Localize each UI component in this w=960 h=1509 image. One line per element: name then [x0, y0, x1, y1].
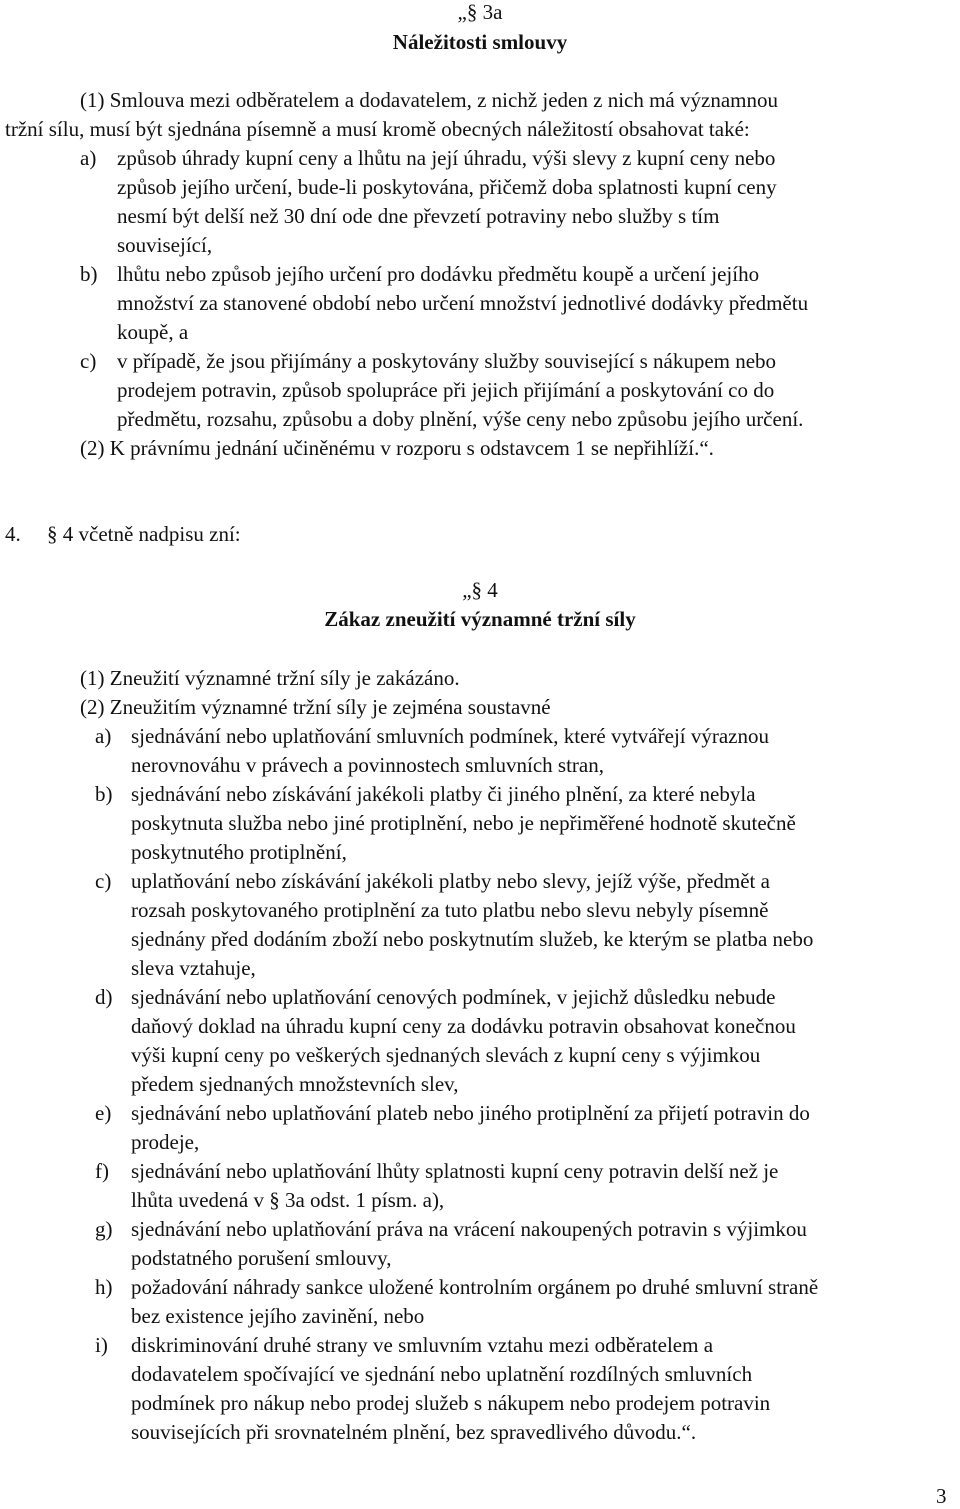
list-item-line: sjednávání nebo uplatňování práva na vrácení nakoupených potravin s výjimkou [131, 1217, 807, 1241]
list-item-line: podstatného porušení smlouvy, [131, 1246, 392, 1270]
list-item-line: poskytnuta služba nebo jiné protiplnění, nebo je nepřiměřené hodnotě skutečně [131, 811, 796, 835]
list-item-line: způsob jejího určení, bude-li poskytována, přičemž doba splatnosti kupní ceny [117, 175, 777, 199]
list-item-line: diskriminování druhé strany ve smluvním vztahu mezi odběratelem a [131, 1333, 714, 1357]
list-item-line: uplatňování nebo získávání jakékoli platby nebo slevy, jejíž výše, předmět a [131, 869, 770, 893]
list-item-line: bez existence jejího zavinění, nebo [131, 1304, 425, 1328]
list-item-line: sjednány před dodáním zboží nebo poskytnutím služeb, ke kterým se platba nebo [131, 927, 814, 951]
amendment-text: § 4 včetně nadpisu zní: [47, 522, 241, 546]
amendment-number: 4. [5, 522, 21, 546]
list-item-line: lhůtu nebo způsob jejího určení pro dodávku předmětu koupě a určení jejího [117, 262, 760, 286]
list-item-label: a) [80, 146, 97, 170]
paragraph-line: (2) Zneužitím významné tržní síly je zejména soustavné [80, 695, 551, 719]
section-number: „§ 3a [457, 0, 503, 24]
list-item-line: daňový doklad na úhradu kupní ceny za dodávku potravin obsahovat konečnou [131, 1014, 796, 1038]
list-item-line: poskytnutého protiplnění, [131, 840, 347, 864]
page-number: 3 [936, 1484, 947, 1508]
list-item-line: předem sjednaných množstevních slev, [131, 1072, 459, 1096]
list-item-label: a) [95, 724, 112, 748]
list-item-label: i) [95, 1333, 108, 1357]
list-item-line: v případě, že jsou přijímány a poskytovány služby související s nákupem nebo [117, 349, 777, 373]
list-item-line: předmětu, rozsahu, způsobu a doby plnění, výše ceny nebo způsobu jejího určení. [117, 407, 804, 431]
list-item-label: f) [95, 1159, 109, 1183]
list-item-line: nerovnováhu v právech a povinnostech smluvních stran, [131, 753, 604, 777]
list-item-line: sjednávání nebo uplatňování lhůty splatnosti kupní ceny potravin delší než je [131, 1159, 779, 1183]
list-item-line: způsob úhrady kupní ceny a lhůtu na její úhradu, výši slevy z kupní ceny nebo [117, 146, 776, 170]
list-item-line: sjednávání nebo uplatňování smluvních podmínek, které vytvářejí výraznou [131, 724, 769, 748]
list-item-label: h) [95, 1275, 113, 1299]
list-item-label: e) [95, 1101, 112, 1125]
list-item-label: d) [95, 985, 113, 1009]
list-item-line: požadování náhrady sankce uložené kontrolním orgánem po druhé smluvní straně [131, 1275, 819, 1299]
paragraph-line: (2) K právnímu jednání učiněnému v rozporu s odstavcem 1 se nepřihlíží.“. [80, 436, 714, 460]
paragraph-line: tržní sílu, musí být sjednána písemně a musí kromě obecných náležitostí obsahovat také: [5, 117, 750, 141]
list-item-line: sjednávání nebo uplatňování cenových podmínek, v jejichž důsledku nebude [131, 985, 776, 1009]
list-item-line: související, [117, 233, 213, 257]
list-item-line: sjednávání nebo uplatňování plateb nebo jiného protiplnění za přijetí potravin do [131, 1101, 810, 1125]
paragraph-line: (1) Smlouva mezi odběratelem a dodavatelem, z nichž jeden z nich má významnou [80, 88, 778, 112]
list-item-line: množství za stanovené období nebo určení množství jednotlivé dodávky předmětu [117, 291, 809, 315]
list-item-line: sleva vztahuje, [131, 956, 256, 980]
list-item-label: c) [80, 349, 97, 373]
section-title: Zákaz zneužití významné tržní síly [324, 607, 636, 631]
list-item-line: nesmí být delší než 30 dní ode dne převzetí potraviny nebo služby s tím [117, 204, 720, 228]
list-item-line: prodeje, [131, 1130, 200, 1154]
list-item-line: dodavatelem spočívající ve sjednání nebo uplatnění rozdílných smluvních [131, 1362, 753, 1386]
paragraph-line: (1) Zneužití významné tržní síly je zakázáno. [80, 666, 460, 690]
list-item-line: koupě, a [117, 320, 189, 344]
section-number: „§ 4 [462, 578, 498, 602]
list-item-line: prodejem potravin, způsob spolupráce při jejich přijímání a poskytování co do [117, 378, 775, 402]
list-item-label: g) [95, 1217, 113, 1241]
section-title: Náležitosti smlouvy [392, 30, 568, 54]
list-item-label: b) [80, 262, 98, 286]
list-item-line: lhůta uvedená v § 3a odst. 1 písm. a), [131, 1188, 445, 1212]
list-item-line: souvisejících při srovnatelném plnění, bez spravedlivého důvodu.“. [131, 1420, 697, 1444]
list-item-label: b) [95, 782, 113, 806]
list-item-line: sjednávání nebo získávání jakékoli platby či jiného plnění, za které nebyla [131, 782, 756, 806]
list-item-label: c) [95, 869, 112, 893]
list-item-line: podmínek pro nákup nebo prodej služeb s nákupem nebo prodejem potravin [131, 1391, 771, 1415]
list-item-line: rozsah poskytovaného protiplnění za tuto platbu nebo slevu nebyly písemně [131, 898, 769, 922]
list-item-line: výši kupní ceny po veškerých sjednaných slevách z kupní ceny s výjimkou [131, 1043, 761, 1067]
